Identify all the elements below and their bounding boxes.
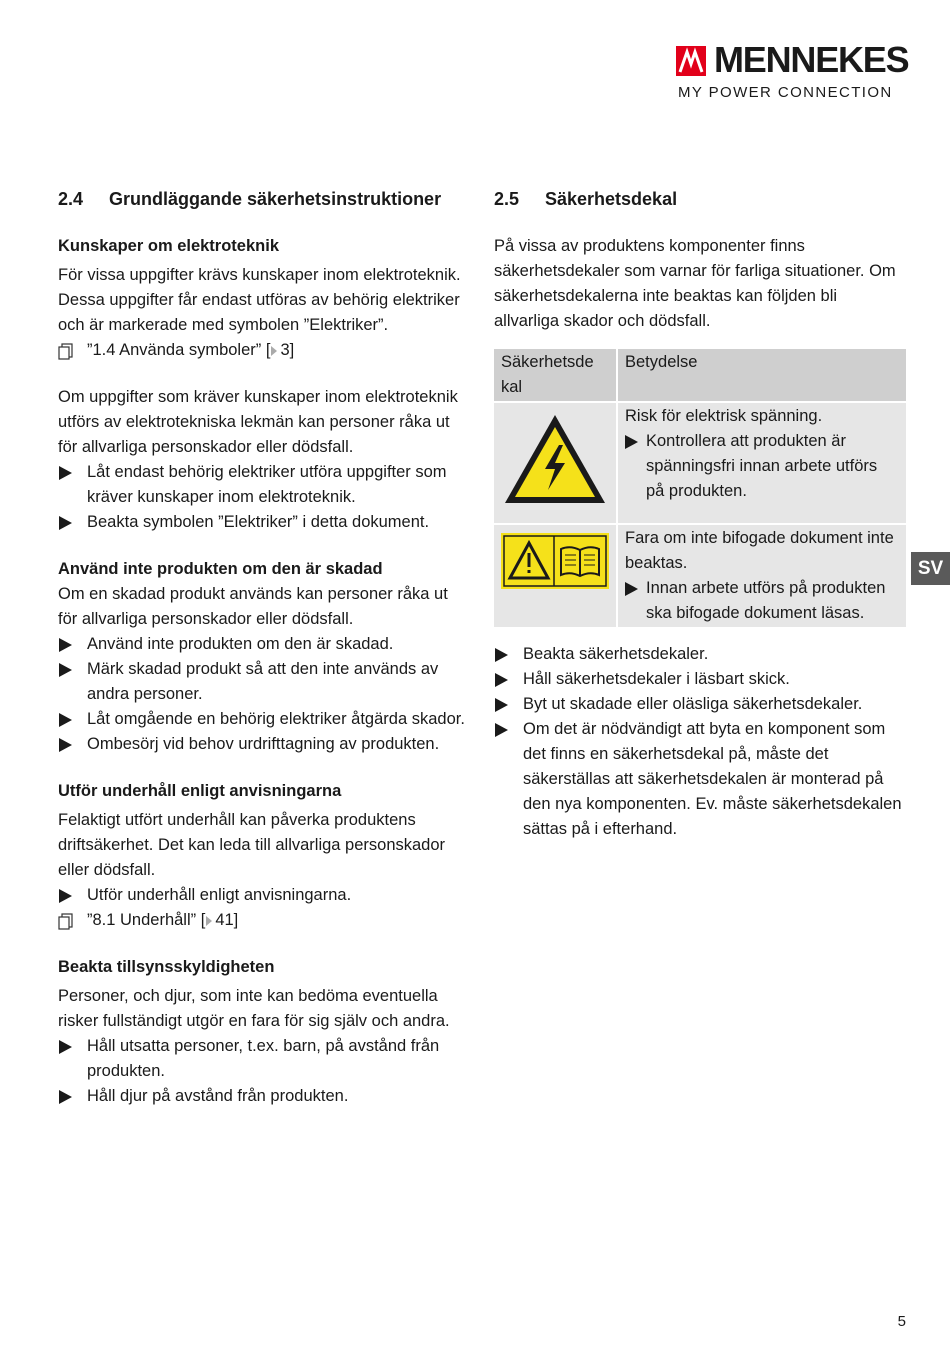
column-header: Betydelse <box>618 349 906 401</box>
bullet-triangle-icon <box>625 435 638 449</box>
section-title: Säkerhetsdekal <box>545 189 678 209</box>
list-item: Håll säkerhetsdekaler i läsbart skick. <box>494 667 906 692</box>
subheading-damaged-product: Använd inte produkten om den är skadad <box>58 560 383 578</box>
brand-logo <box>676 39 909 104</box>
instruction-list <box>58 632 470 757</box>
sticker-cell <box>494 403 616 523</box>
left-column <box>58 186 470 1109</box>
brand-name: MENNEKES <box>714 39 909 80</box>
meaning-text: Fara om inte bifogade dokument inte beaktas. <box>625 529 894 572</box>
page-number: 5 <box>897 1313 906 1330</box>
section-heading-2-5 <box>494 186 906 212</box>
paragraph: Personer, och djur, som inte kan bedöma eventuella risker fullständigt utgör en fara för sig själv och andra. <box>58 987 450 1030</box>
bullet-triangle-icon <box>59 1090 72 1104</box>
list-item: Håll utsatta personer, t.ex. barn, på avstånd från produkten. <box>58 1034 470 1084</box>
table-row <box>494 403 906 523</box>
meaning-cell <box>618 403 906 523</box>
section-number: 2.4 <box>58 189 84 209</box>
bullet-triangle-icon <box>495 673 508 687</box>
column-header: Säkerhetsde kal <box>494 349 616 401</box>
brand-tagline: MY POWER CONNECTION <box>678 84 893 101</box>
list-item: Låt omgående en behörig elektriker åtgärda skador. <box>58 707 470 732</box>
cross-reference[interactable] <box>58 338 470 363</box>
document-reference-icon <box>58 913 74 930</box>
bullet-triangle-icon <box>495 698 508 712</box>
right-column <box>494 186 906 842</box>
section-number: 2.5 <box>494 189 520 209</box>
list-item: Beakta säkerhetsdekaler. <box>494 642 906 667</box>
meaning-text: Risk för elektrisk spänning. <box>625 407 823 425</box>
bullet-triangle-icon <box>59 516 72 530</box>
page-arrow-icon <box>271 346 277 356</box>
paragraph: För vissa uppgifter krävs kunskaper inom elektroteknik. Dessa uppgifter får endast utföras av behörig elektriker och är markerade med symbolen ”Elektriker”. <box>58 266 461 334</box>
bullet-triangle-icon <box>59 1040 72 1054</box>
bullet-triangle-icon <box>59 713 72 727</box>
list-item: Om det är nödvändigt att byta en komponent som det finns en säkerhetsdekal på, måste det säkerställas att säkerhetsdekalen är monterad på den nya komponenten. Ev. måste säkerhetsdekalen sättas på i efterhand. <box>494 717 906 842</box>
instruction-list <box>58 883 470 908</box>
paragraph: På vissa av produktens komponenter finns säkerhetsdekaler som varnar för farliga situationer. Om säkerhetsdekalerna inte beaktas kan följden bli allvarliga skador och dödsfall. <box>494 237 896 330</box>
document-reference-icon <box>58 343 74 360</box>
subheading-supervision: Beakta tillsynsskyldigheten <box>58 958 275 976</box>
page-arrow-icon <box>206 916 212 926</box>
electric-hazard-icon <box>501 411 609 507</box>
instruction-list <box>494 642 906 842</box>
bullet-triangle-icon <box>59 466 72 480</box>
instruction-list <box>58 460 470 535</box>
paragraph: Felaktigt utfört underhåll kan påverka produktens driftsäkerhet. Det kan leda till allvarliga personskador eller dödsfall. <box>58 811 446 879</box>
meaning-list <box>625 576 899 626</box>
instruction-list <box>58 1034 470 1109</box>
bullet-triangle-icon <box>59 663 72 677</box>
reference-page: 3] <box>280 341 295 359</box>
cross-reference[interactable] <box>58 908 470 933</box>
meaning-list <box>625 429 899 504</box>
bullet-triangle-icon <box>59 738 72 752</box>
mennekes-logo-icon <box>676 46 706 76</box>
reference-page: 41] <box>215 911 239 929</box>
list-item: Kontrollera att produkten är spänningsfri innan arbete utförs på produkten. <box>625 429 899 504</box>
list-item: Använd inte produkten om den är skadad. <box>58 632 470 657</box>
list-item: Beakta symbolen ”Elektriker” i detta dokument. <box>58 510 470 535</box>
subheading-electrical-knowledge: Kunskaper om elektroteknik <box>58 237 279 255</box>
list-item: Låt endast behörig elektriker utföra uppgifter som kräver kunskaper inom elektroteknik. <box>58 460 470 510</box>
list-item: Innan arbete utförs på produkten ska bifogade dokument läsas. <box>625 576 899 626</box>
bullet-triangle-icon <box>495 723 508 737</box>
bullet-triangle-icon <box>495 648 508 662</box>
list-item: Ombesörj vid behov urdrifttagning av produkten. <box>58 732 470 757</box>
paragraph: Om uppgifter som kräver kunskaper inom elektroteknik utförs av elektrotekniska lekmän kan personer råka ut för allvarliga personskador eller dödsfall. <box>58 388 458 456</box>
subheading-maintenance: Utför underhåll enligt anvisningarna <box>58 782 342 800</box>
bullet-triangle-icon <box>59 638 72 652</box>
language-tab[interactable]: SV <box>911 552 950 585</box>
list-item: Utför underhåll enligt anvisningarna. <box>58 883 470 908</box>
list-item: Byt ut skadade eller oläsliga säkerhetsdekaler. <box>494 692 906 717</box>
table-row <box>494 525 906 627</box>
read-manual-warning-icon <box>501 533 609 589</box>
safety-sticker-table <box>492 347 908 629</box>
list-item: Märk skadad produkt så att den inte används av andra personer. <box>58 657 470 707</box>
reference-text: ”1.4 Använda symboler” [ <box>87 341 271 359</box>
meaning-cell <box>618 525 906 627</box>
reference-text: ”8.1 Underhåll” [ <box>87 911 206 929</box>
bullet-triangle-icon <box>59 889 72 903</box>
table-header-row <box>494 349 906 401</box>
bullet-triangle-icon <box>625 582 638 596</box>
sticker-cell <box>494 525 616 627</box>
section-title: Grundläggande säkerhetsinstruktioner <box>109 189 442 209</box>
paragraph: Om en skadad produkt används kan personer råka ut för allvarliga personskador eller dödsfall. <box>58 585 448 628</box>
section-heading-2-4 <box>58 186 470 212</box>
list-item: Håll djur på avstånd från produkten. <box>58 1084 470 1109</box>
